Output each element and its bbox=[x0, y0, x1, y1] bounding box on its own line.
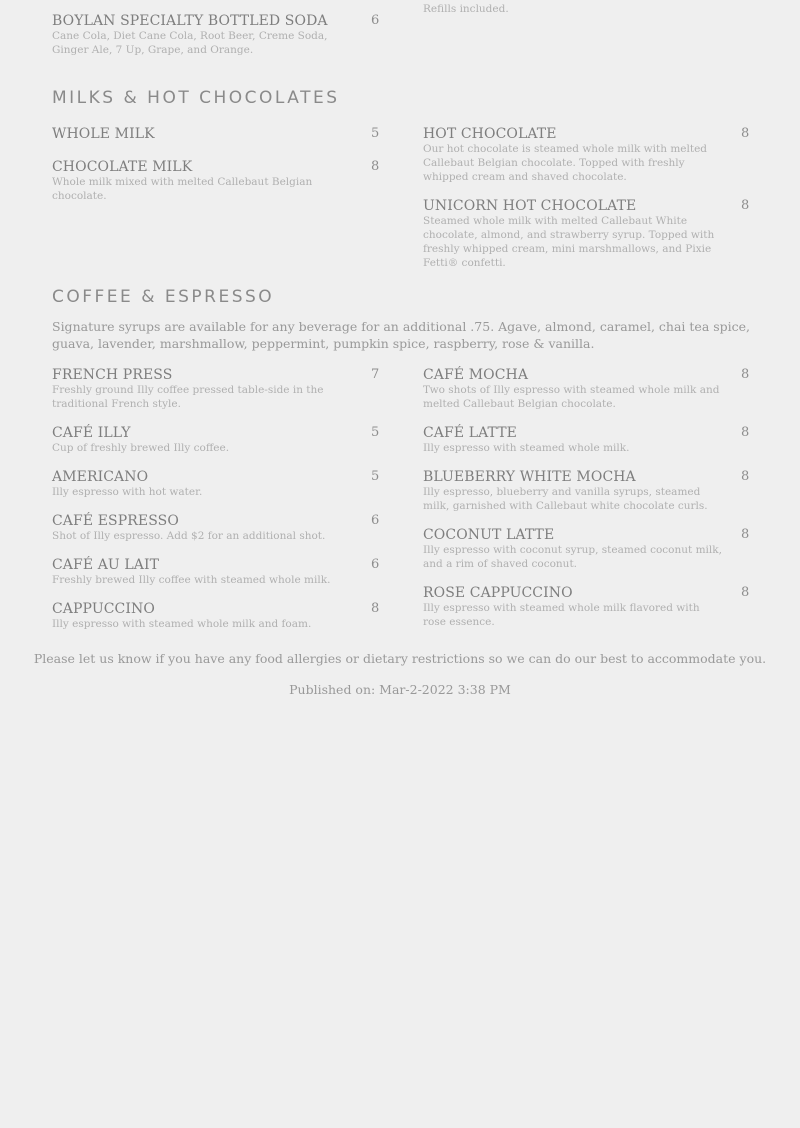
item-name: BLUEBERRY WHITE MOCHA bbox=[423, 469, 636, 485]
item-price: 5 bbox=[371, 126, 380, 141]
item-description: Illy espresso with hot water. bbox=[52, 486, 203, 498]
item-description: Cup of freshly brewed Illy coffee. bbox=[52, 442, 230, 454]
item-name: CAFÉ ILLY bbox=[52, 425, 131, 441]
item-name: BOYLAN SPECIALTY BOTTLED SODA bbox=[52, 13, 328, 29]
item-name: CAFÉ LATTE bbox=[423, 425, 518, 441]
item-description: Whole milk mixed with melted Callebaut Belgian chocolate. bbox=[52, 176, 313, 202]
section-title-milks: MILKS & HOT CHOCOLATES bbox=[52, 88, 340, 108]
item-price: 5 bbox=[371, 469, 380, 484]
item-description: Two shots of Illy espresso with steamed whole milk and melted Callebaut Belgian chocolate. bbox=[423, 384, 720, 410]
refills-note-text: Refills included. bbox=[423, 3, 509, 15]
item-name: FRENCH PRESS bbox=[52, 367, 173, 383]
item-description: Illy espresso with steamed whole milk. bbox=[423, 442, 630, 454]
allergy-note: Please let us know if you have any food allergies or dietary restrictions so we can do our best to accommodate you. bbox=[33, 651, 767, 666]
syrups-intro: Signature syrups are available for any beverage for an additional .75. Agave, almond, caramel, chai tea spice, guava, lavender, marshmallow, peppermint, pumpkin spice, raspberry, rose & vanilla. bbox=[52, 319, 751, 351]
item-description: Illy espresso, blueberry and vanilla syrups, steamed milk, garnished with Callebaut white chocolate curls. bbox=[423, 486, 708, 512]
item-name: CAFÉ MOCHA bbox=[423, 367, 529, 383]
item-name: HOT CHOCOLATE bbox=[423, 126, 557, 142]
item-price: 7 bbox=[371, 367, 380, 382]
item-name: CAPPUCCINO bbox=[52, 601, 155, 617]
item-price: 8 bbox=[741, 126, 750, 141]
item-description: Our hot chocolate is steamed whole milk with melted Callebaut Belgian chocolate. Topped with freshly whipped cream and shaved chocolate. bbox=[423, 143, 708, 183]
published-date: Published on: Mar-2-2022 3:38 PM bbox=[289, 682, 511, 697]
item-price: 8 bbox=[371, 159, 380, 174]
item-price: 8 bbox=[741, 198, 750, 213]
item-price: 8 bbox=[741, 367, 750, 382]
item-description: Illy espresso with steamed whole milk and foam. bbox=[52, 618, 312, 630]
item-price: 8 bbox=[371, 601, 380, 616]
item-name: CHOCOLATE MILK bbox=[52, 159, 193, 175]
item-price: 8 bbox=[741, 425, 750, 440]
item-name: AMERICANO bbox=[52, 469, 149, 485]
item-price: 8 bbox=[741, 527, 750, 542]
item-price: 8 bbox=[741, 469, 750, 484]
item-name: CAFÉ ESPRESSO bbox=[52, 513, 179, 529]
item-price: 5 bbox=[371, 425, 380, 440]
item-description: Freshly ground Illy coffee pressed table-side in the traditional French style. bbox=[52, 384, 324, 410]
item-description: Steamed whole milk with melted Callebaut White chocolate, almond, and strawberry syrup. Topped with freshly whipped cream, mini marshmallows, and Pixie Fetti® confetti. bbox=[423, 215, 715, 269]
item-description: Illy espresso with coconut syrup, steamed coconut milk, and a rim of shaved coconut. bbox=[423, 544, 722, 570]
section-title-coffee: COFFEE & ESPRESSO bbox=[52, 287, 275, 307]
item-name: WHOLE MILK bbox=[52, 126, 155, 142]
item-price: 6 bbox=[371, 513, 380, 528]
item-name: ROSE CAPPUCCINO bbox=[423, 585, 573, 601]
item-description: Illy espresso with steamed whole milk flavored with rose essence. bbox=[423, 602, 700, 628]
item-price: 6 bbox=[371, 13, 380, 28]
item-name: COCONUT LATTE bbox=[423, 527, 555, 543]
item-price: 6 bbox=[371, 557, 380, 572]
item-price: 8 bbox=[741, 585, 750, 600]
item-description: Freshly brewed Illy coffee with steamed whole milk. bbox=[52, 574, 331, 586]
item-description: Cane Cola, Diet Cane Cola, Root Beer, Creme Soda, Ginger Ale, 7 Up, Grape, and Orange. bbox=[52, 30, 328, 56]
item-name: UNICORN HOT CHOCOLATE bbox=[423, 198, 637, 214]
item-description: Shot of Illy espresso. Add $2 for an additional shot. bbox=[52, 530, 326, 542]
item-name: CAFÉ AU LAIT bbox=[52, 557, 160, 573]
